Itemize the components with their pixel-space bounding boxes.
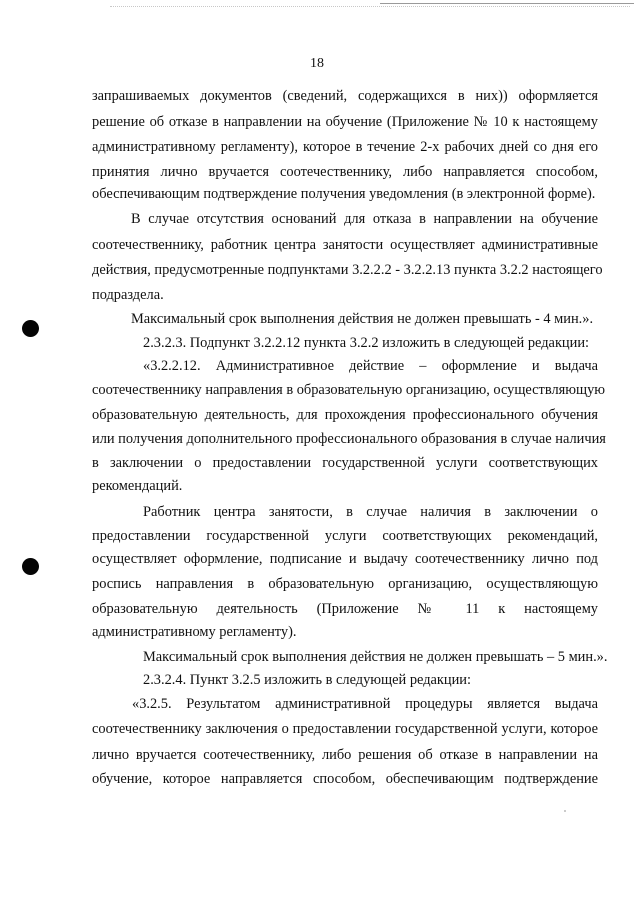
top-edge-rule [380,3,634,4]
text-line: административному регламенту), которое в течение 2-х рабочих дней со дня его [92,139,598,155]
text-line: действия, предусмотренные подпунктами 3.2.2.2 - 3.2.2.13 пункта 3.2.2 настоящего [92,262,603,278]
text-line: Максимальный срок выполнения действия не должен превышать - 4 мин.». [131,311,594,327]
punch-hole [22,320,39,337]
text-line: лично вручается соотечественнику, либо решения об отказе в направлении на [92,747,598,763]
text-line: 2.3.2.4. Пункт 3.2.5 изложить в следующей редакции: [143,672,472,688]
text-line: обучение, которое направляется способом, обеспечивающим подтверждение [92,771,598,787]
text-line: «3.2.5. Результатом административной процедуры является выдача [132,696,598,712]
scan-speck [564,810,566,812]
text-line: Максимальный срок выполнения действия не должен превышать – 5 мин.». [143,649,608,665]
text-line: 2.3.2.3. Подпункт 3.2.2.12 пункта 3.2.2 изложить в следующей редакции: [143,335,590,351]
page-number: 18 [310,56,324,71]
text-line: осуществляет оформление, подписание и выдачу соотечественнику лично под [92,551,598,567]
top-edge-scan-noise [110,6,630,7]
text-line: В случае отсутствия оснований для отказа в направлении на обучение [131,211,598,227]
text-line: Работник центра занятости, в случае наличия в заключении о [143,504,598,520]
text-line: соотечественнику заключения о предоставлении государственной услуги, которое [92,721,598,737]
text-line: рекомендаций. [92,478,183,494]
text-line: принятия лично вручается соотечественнику, либо направляется способом, [92,164,598,180]
text-line: административному регламенту). [92,624,297,640]
text-line: решение об отказе в направлении на обучение (Приложение № 10 к настоящему [92,114,598,130]
text-line: «3.2.2.12. Административное действие – оформление и выдача [143,358,598,374]
punch-hole [22,558,39,575]
text-line: в заключении о предоставлении государственной услуги соответствующих [92,455,598,471]
text-line: предоставлении государственной услуги соответствующих рекомендаций, [92,528,598,544]
text-line: соотечественнику, работник центра занятости осуществляет административные [92,237,598,253]
text-line: подраздела. [92,287,164,303]
text-line: образовательную деятельность, для прохождения профессионального обучения [92,407,598,423]
text-line: запрашиваемых документов (сведений, содержащихся в них)) оформляется [92,88,598,104]
text-line: роспись направления в образовательную организацию, осуществляющую [92,576,598,592]
text-line: образовательную деятельность (Приложение № 11 к настоящему [92,601,598,617]
text-line: обеспечивающим подтверждение получения уведомления (в электронной форме). [92,186,596,202]
text-line: соотечественнику направления в образовательную организацию, осуществляющую [92,382,606,398]
text-line: или получения дополнительного профессионального образования в случае наличия [92,431,606,447]
